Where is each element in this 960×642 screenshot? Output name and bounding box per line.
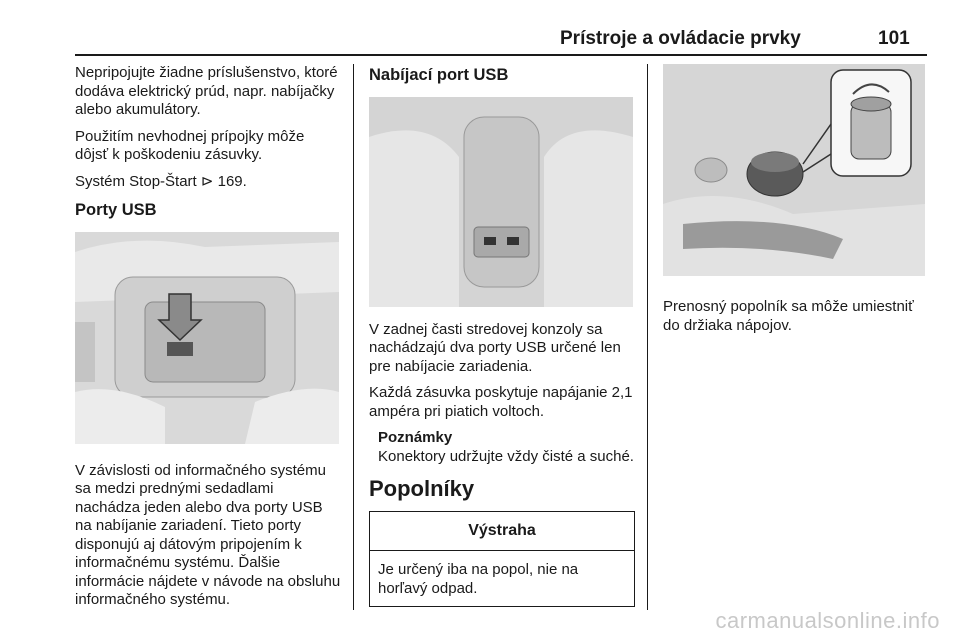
column-1	[75, 64, 341, 618]
paragraph: V závislosti od informačného systému sa medzi prednými sedadlami nachádza jeden alebo dva porty USB na nabíjanie zariadení. Tieto porty disponujú aj dátovým pripojením k informačnému systému. Ďalšie informácie nájdete v návode na obsluhu informačného systému.	[75, 461, 341, 608]
column-3	[663, 64, 927, 343]
paragraph: Nepripojujte žiadne príslušenstvo, ktoré dodáva elektrický prúd, napr. nabíjačky alebo akumulátory.	[75, 64, 338, 118]
section-heading-ashtrays: Popolníky	[369, 476, 475, 501]
paragraph: Použitím nevhodnej prípojky môže dôjsť k poškodeniu zásuvky.	[75, 127, 305, 163]
section-heading-usb-charging-port: Nabíjací port USB	[369, 66, 509, 84]
paragraph: Prenosný popolník sa môže umiestniť do držiaka nápojov.	[663, 298, 914, 334]
column-divider-1	[353, 64, 354, 610]
watermark: carmanualsonline.info	[715, 608, 940, 633]
column-2	[369, 64, 635, 607]
portable-ashtray-illustration	[663, 64, 925, 276]
page-header-title: Prístroje a ovládacie prvky	[560, 28, 801, 49]
warning-box	[369, 511, 635, 608]
header-rule	[75, 54, 927, 56]
section-heading-usb-ports: Porty USB	[75, 201, 157, 219]
rear-usb-charging-illustration	[369, 97, 633, 307]
warning-title: Výstraha	[370, 512, 634, 552]
note-box	[378, 429, 635, 466]
column-divider-2	[647, 64, 648, 610]
note-text: Konektory udržujte vždy čisté a suché.	[378, 447, 634, 465]
note-title: Poznámky	[378, 429, 453, 446]
warning-text: Je určený iba na popol, nie na horľavý odpad.	[378, 561, 579, 597]
page-number: 101	[878, 28, 910, 49]
paragraph: Každá zásuvka poskytuje napájanie 2,1 ampéra pri piatich voltoch.	[369, 384, 633, 420]
paragraph-cross-reference: Systém Stop-Štart ⊳ 169.	[75, 172, 247, 190]
paragraph: V zadnej časti stredovej konzoly sa nachádzajú dva porty USB určené len pre nabíjacie zariadenia.	[369, 320, 621, 375]
usb-port-console-illustration	[75, 232, 339, 444]
